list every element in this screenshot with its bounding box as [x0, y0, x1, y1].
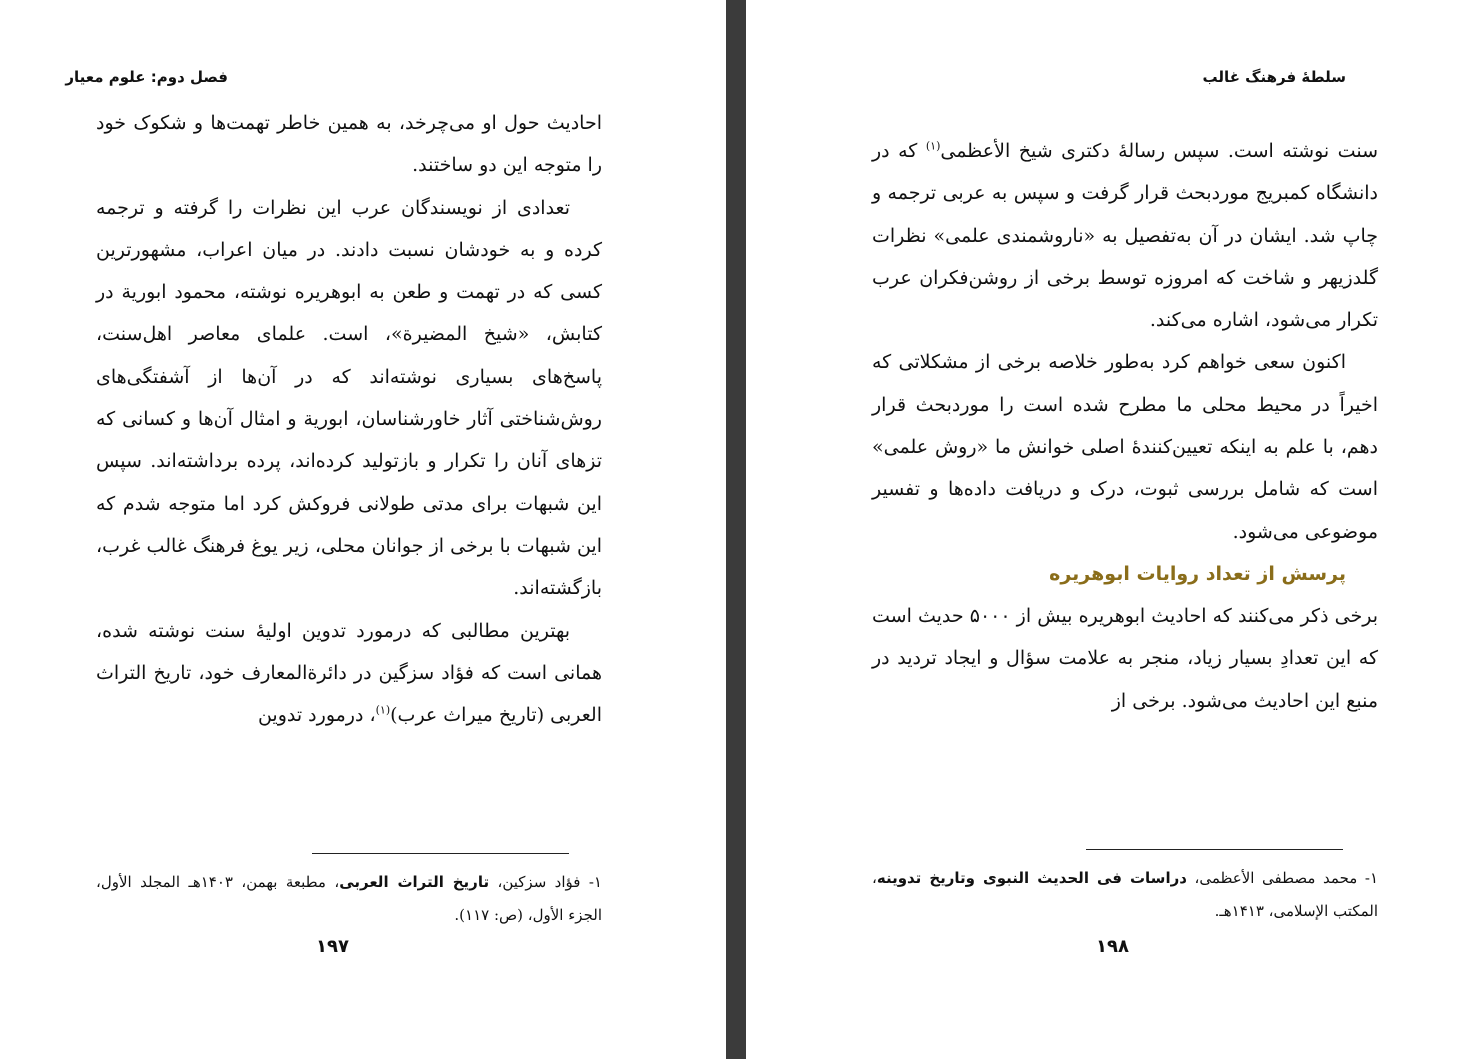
- right-paragraph-1-part2: که در دانشگاه کمبریج موردبحث قرار گرفت و سپس به عربی ترجمه و چاپ شد. ایشان در آن به‌تفصیل به «ناروشمندی علمی» نظرات گلدزیهر و شاخت که امروزه توسط برخی از روشن‌فکران عرب تکرار می‌شود، اشاره می‌کند.: [872, 140, 1378, 332]
- right-running-head: سلطهٔ فرهنگ غالب: [1202, 68, 1346, 86]
- left-page-number: ۱۹۷: [316, 936, 349, 957]
- right-footnote-title: دراسات فی الحدیث النبوی وتاریخ تدوینه: [876, 869, 1187, 887]
- left-footnote-marker: (۱): [375, 703, 391, 717]
- right-page-number: ۱۹۸: [1096, 936, 1129, 957]
- left-footnote-title: تاریخ التراث العربی: [339, 873, 490, 891]
- left-body-text: [96, 102, 602, 736]
- left-page: [0, 0, 726, 1059]
- left-paragraph-2: تعدادی از نویسندگان عرب این نظرات را گرفته و ترجمه کرده و به خودشان نسبت دادند. در میان اعراب، مشهورترین کسی که در تهمت و طعن به ابوهریره نوشته، محمود ابوریة در کتابش، «شیخ المضیرة»، است. علمای معاصر اهل‌سنت، پاسخ‌های بسیاری نوشته‌اند که در آن‌ها از آشفتگی‌های روش‌شناختی آثار خاورشناسان، ابوریة و امثال آن‌ها و کسانی که تزهای آنان را تکرار و بازتولید کرده‌اند، پرده برداشته‌اند. سپس این شبهات برای مدتی طولانی فروکش کرد اما متوجه شدم که این شبهات با برخی از جوانان محلی، زیر یوغ فرهنگ غالب غرب، بازگشته‌اند.: [96, 196, 602, 600]
- right-page: [746, 0, 1479, 1059]
- left-running-head: فصل دوم: علوم معیار: [65, 68, 228, 86]
- section-heading: پرسش از تعداد روایات ابوهریره: [1049, 562, 1346, 585]
- left-paragraph-1: احادیث حول او می‌چرخد، به همین خاطر تهمت‌ها و شکوک خود را متوجه این دو ساختند.: [96, 112, 602, 177]
- right-body-text: [872, 130, 1378, 722]
- right-paragraph-1: [872, 130, 1378, 341]
- right-footnote-prefix: ۱- محمد مصطفى الأعظمی،: [1186, 869, 1378, 887]
- left-footnote-prefix: ۱- فؤاد سزکین،: [489, 873, 602, 891]
- book-gutter: [726, 0, 746, 1059]
- left-paragraph-3-tail: ، درمورد تدوین: [257, 704, 376, 727]
- right-paragraph-3: برخی ذکر می‌کنند که احادیث ابوهریره بیش از ۵۰۰۰ حدیث است که این تعدادِ بسیار زیاد، منجر به علامت سؤال و ایجاد تردید در منبع این احادیث می‌شود. برخی از: [872, 604, 1378, 712]
- left-paragraph-3: [96, 610, 602, 737]
- right-footnote-suffix: ، المکتب الإسلامی، ۱۴۱۳هـ.: [872, 869, 1378, 920]
- left-footnote-suffix: ، مطبعة بهمن، ۱۴۰۳هـ المجلد الأول، الجزء الأول، (ص: ۱۱۷).: [96, 873, 602, 924]
- right-footnote: [872, 862, 1378, 928]
- right-paragraph-2: اکنون سعی خواهم کرد به‌طور خلاصه برخی از مشکلاتی که اخیراً در محیط محلی ما مطرح شده است را موردبحث قرار دهم، با علم به اینکه تعیین‌کنندهٔ اصلی خوانش ما «روش علمی» است که شامل بررسی ثبوت، درک و دریافت داده‌ها و تفسیر موضوعی می‌شود.: [872, 351, 1378, 543]
- right-footnote-marker: (۱): [925, 139, 941, 153]
- left-paragraph-3-text: بهترین مطالبی که درمورد تدوین اولیهٔ سنت نوشته شده، همانی است که فؤاد سزگین در دائرةالمعارف خود، تاریخ التراث العربی (تاریخ میراث عرب): [96, 619, 602, 727]
- right-footnote-divider: [1086, 849, 1343, 850]
- left-footnote: [96, 866, 602, 932]
- left-footnote-divider: [312, 853, 569, 854]
- right-paragraph-1-part1: سنت نوشته است. سپس رسالهٔ دکتری شیخ الأعظمی: [940, 140, 1378, 162]
